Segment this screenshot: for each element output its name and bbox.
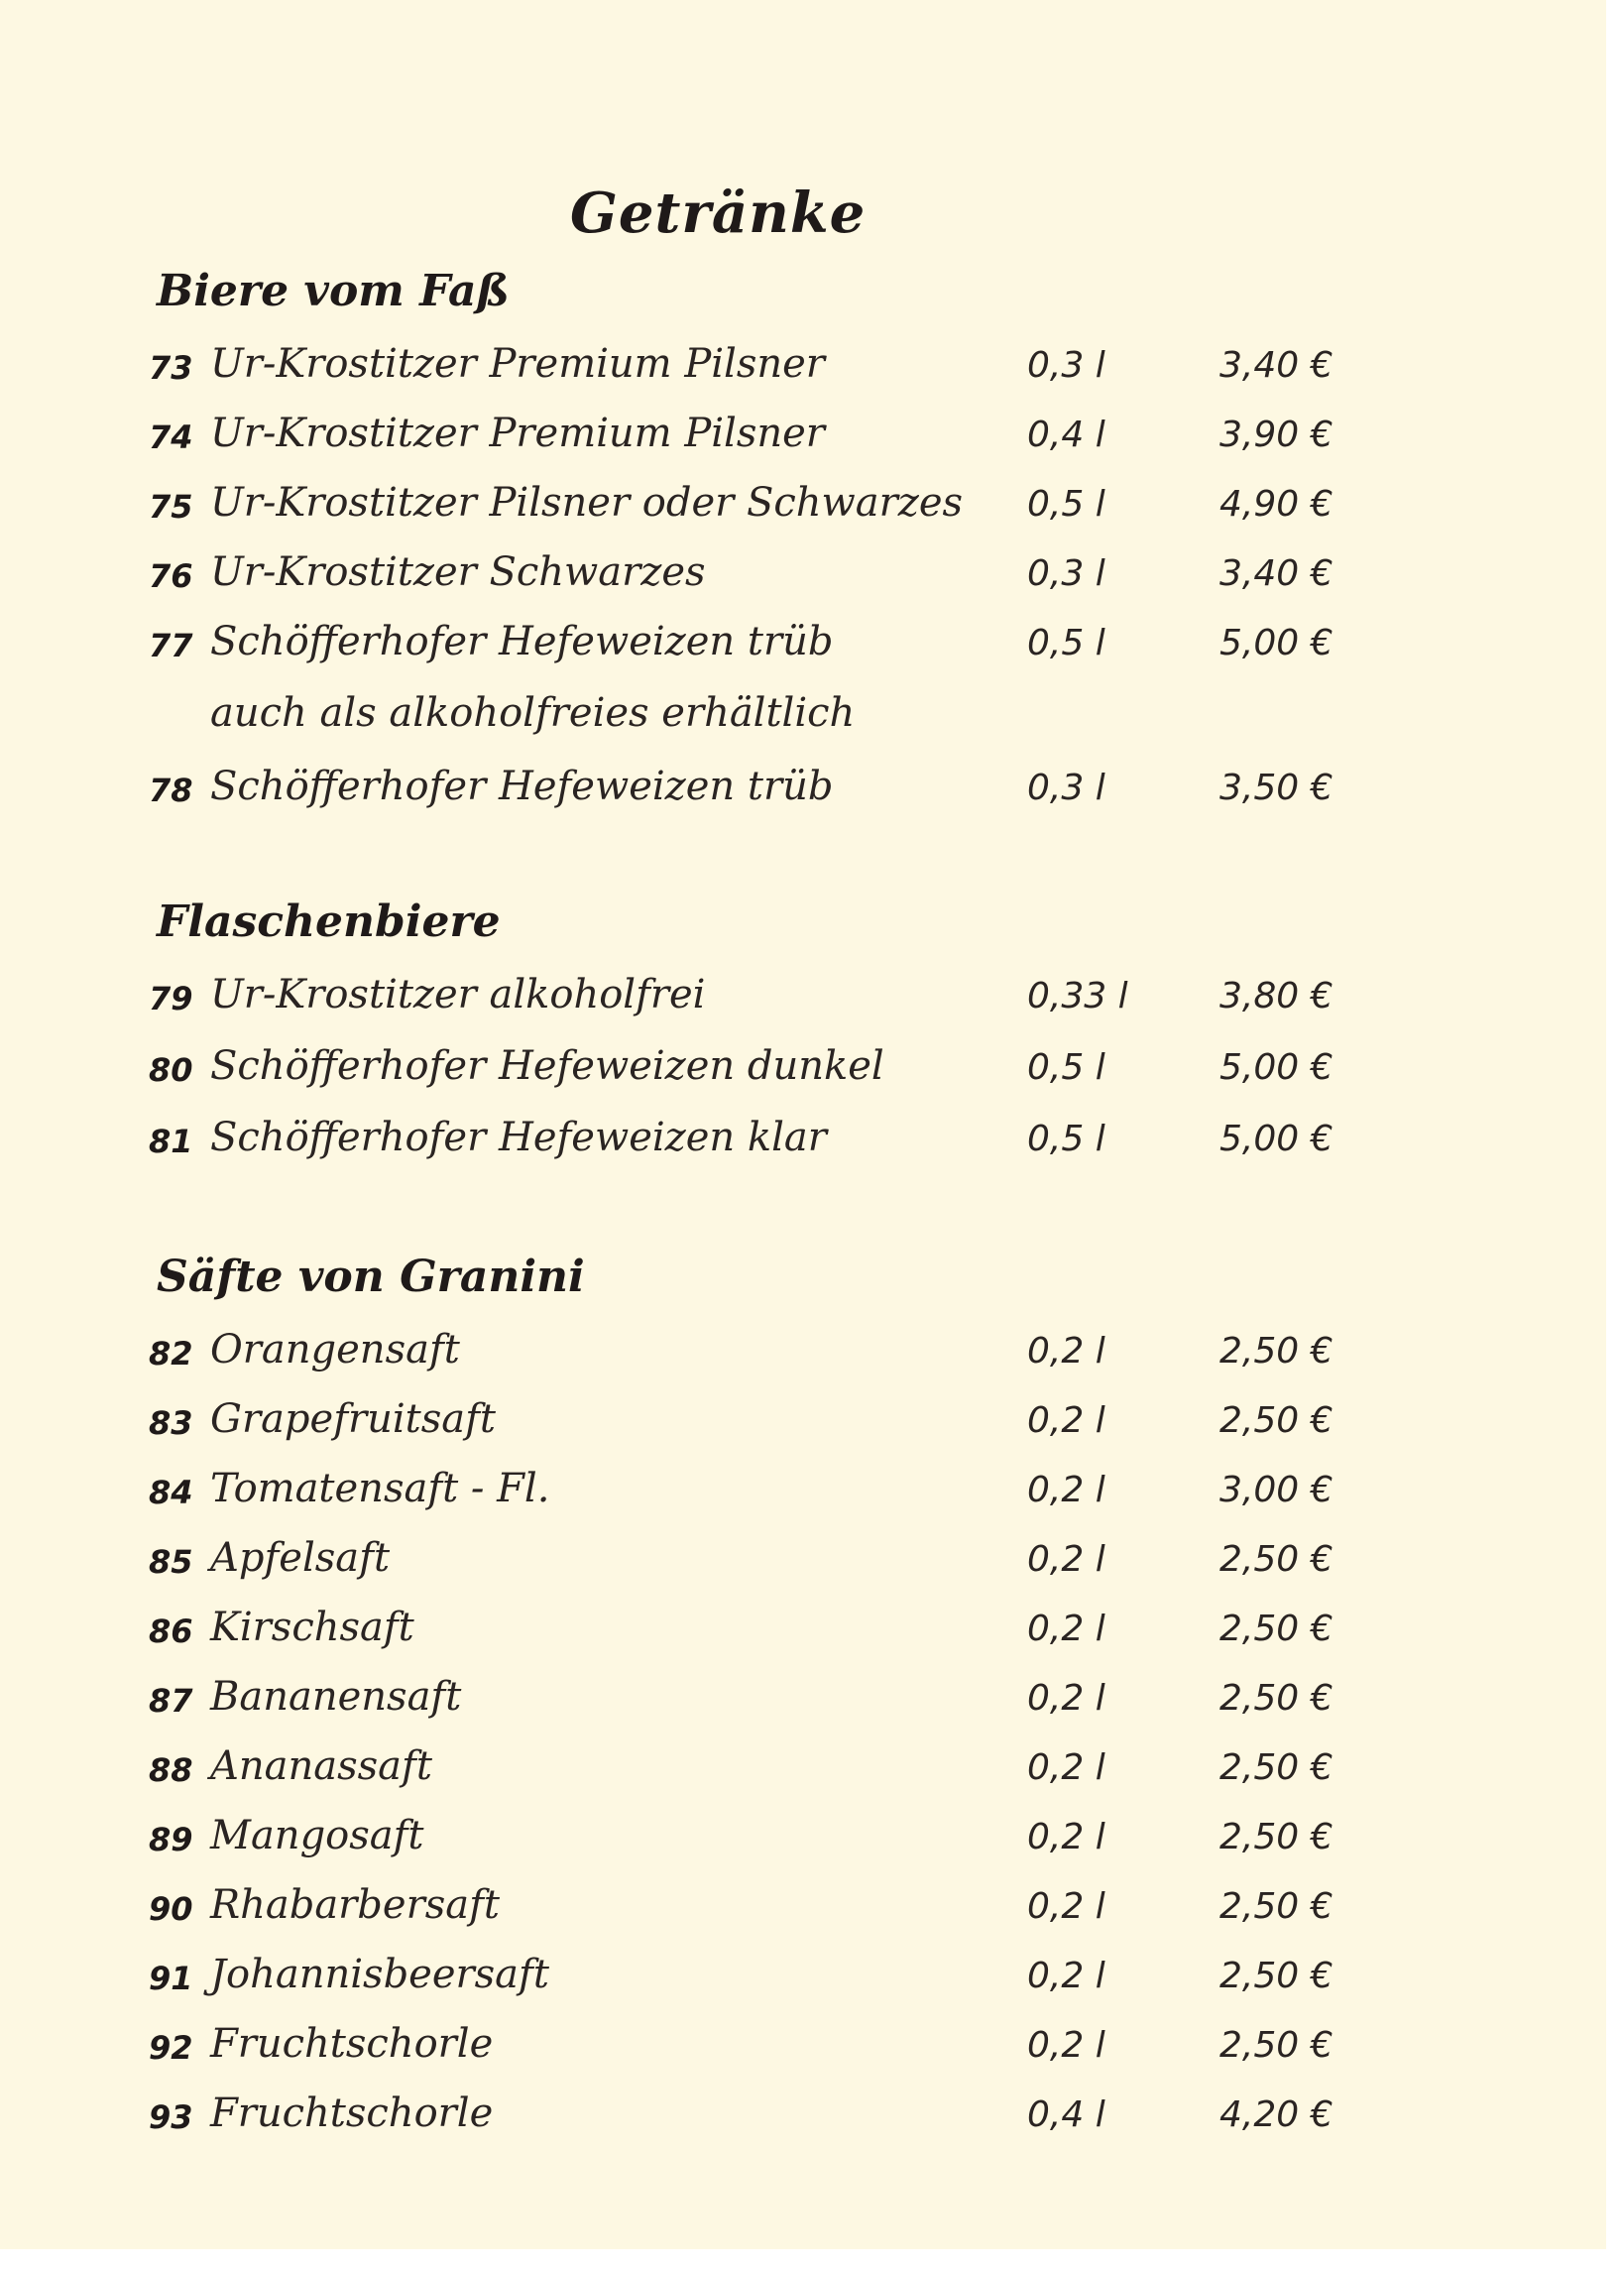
menu-item xyxy=(0,1813,1606,1872)
item-volume: 0,2 l xyxy=(1027,1817,1105,1857)
item-name: Ur-Krostitzer Premium Pilsner xyxy=(210,411,825,456)
item-price: 3,90 € xyxy=(1219,415,1334,455)
menu-item xyxy=(0,1396,1606,1456)
item-number: 75 xyxy=(149,488,193,526)
menu-item xyxy=(0,1466,1606,1525)
item-volume: 0,2 l xyxy=(1027,1609,1105,1649)
item-price: 2,50 € xyxy=(1219,2025,1334,2066)
item-price: 3,80 € xyxy=(1219,976,1334,1016)
item-volume: 0,3 l xyxy=(1027,768,1105,808)
item-price: 3,50 € xyxy=(1219,768,1334,808)
menu-item xyxy=(0,549,1606,609)
item-price: 3,00 € xyxy=(1219,1470,1334,1510)
item-volume: 0,2 l xyxy=(1027,1470,1105,1510)
item-volume: 0,2 l xyxy=(1027,2025,1105,2066)
menu-item xyxy=(0,619,1606,678)
item-number: 89 xyxy=(149,1821,193,1858)
item-number: 78 xyxy=(149,772,193,809)
item-number: 88 xyxy=(149,1751,193,1789)
item-name: Fruchtschorle xyxy=(210,2091,494,2136)
item-price: 2,50 € xyxy=(1219,1331,1334,1372)
item-name: Kirschsaft xyxy=(210,1605,414,1650)
item-volume: 0,2 l xyxy=(1027,1678,1105,1719)
item-price: 5,00 € xyxy=(1219,1047,1334,1088)
menu-item xyxy=(0,1882,1606,1942)
item-volume: 0,5 l xyxy=(1027,623,1105,663)
item-name: Mangosaft xyxy=(210,1813,424,1858)
item-name: Ur-Krostitzer Pilsner oder Schwarzes xyxy=(210,480,964,526)
item-name: Ananassaft xyxy=(210,1743,432,1789)
item-number: 73 xyxy=(149,349,193,387)
section-heading-flaschenbiere: Flaschenbiere xyxy=(157,896,501,947)
item-number: 82 xyxy=(149,1335,193,1373)
item-volume: 0,2 l xyxy=(1027,1886,1105,1927)
item-number: 87 xyxy=(149,1682,193,1720)
item-price: 4,90 € xyxy=(1219,484,1334,525)
section-heading-fassbiere: Biere vom Faß xyxy=(157,266,510,316)
item-number: 81 xyxy=(149,1123,193,1160)
item-volume: 0,5 l xyxy=(1027,484,1105,525)
item-price: 3,40 € xyxy=(1219,553,1334,594)
item-volume: 0,5 l xyxy=(1027,1047,1105,1088)
item-volume: 0,2 l xyxy=(1027,1539,1105,1580)
item-price: 2,50 € xyxy=(1219,1678,1334,1719)
item-name: Tomatensaft - Fl. xyxy=(210,1466,550,1511)
item-number: 92 xyxy=(149,2029,193,2067)
item-volume: 0,2 l xyxy=(1027,1747,1105,1788)
item-name: Fruchtschorle xyxy=(210,2021,494,2067)
menu-item xyxy=(0,411,1606,470)
item-number: 93 xyxy=(149,2098,193,2136)
item-number: 86 xyxy=(149,1613,193,1650)
item-number: 90 xyxy=(149,1890,193,1928)
item-name: Orangensaft xyxy=(210,1327,460,1373)
menu-item xyxy=(0,1952,1606,2011)
menu-item xyxy=(0,1674,1606,1733)
item-note: auch als alkoholfreies erhältlich xyxy=(210,690,856,736)
item-volume: 0,3 l xyxy=(1027,345,1105,386)
item-name: Rhabarbersaft xyxy=(210,1882,500,1928)
item-name: Ur-Krostitzer Schwarzes xyxy=(210,549,706,595)
item-number: 79 xyxy=(149,980,193,1017)
item-price: 2,50 € xyxy=(1219,1609,1334,1649)
item-name: Johannisbeersaft xyxy=(210,1952,549,1997)
item-number: 77 xyxy=(149,627,193,664)
item-name: Schöfferhofer Hefeweizen dunkel xyxy=(210,1043,884,1089)
menu-item xyxy=(0,480,1606,539)
item-number: 74 xyxy=(149,418,193,456)
item-volume: 0,4 l xyxy=(1027,2094,1105,2135)
item-name: Schöfferhofer Hefeweizen trüb xyxy=(210,764,834,809)
menu-item xyxy=(0,1535,1606,1595)
item-name: Schöfferhofer Hefeweizen trüb xyxy=(210,619,834,664)
item-price: 5,00 € xyxy=(1219,623,1334,663)
item-volume: 0,5 l xyxy=(1027,1119,1105,1159)
item-number: 83 xyxy=(149,1404,193,1442)
item-volume: 0,2 l xyxy=(1027,1331,1105,1372)
item-name: Grapefruitsaft xyxy=(210,1396,497,1442)
menu-item xyxy=(0,1743,1606,1803)
menu-item xyxy=(0,2091,1606,2150)
item-name: Ur-Krostitzer Premium Pilsner xyxy=(210,341,825,387)
item-price: 4,20 € xyxy=(1219,2094,1334,2135)
menu-item xyxy=(0,1605,1606,1664)
item-price: 2,50 € xyxy=(1219,1886,1334,1927)
item-volume: 0,4 l xyxy=(1027,415,1105,455)
item-volume: 0,2 l xyxy=(1027,1956,1105,1996)
item-price: 2,50 € xyxy=(1219,1400,1334,1441)
menu-item xyxy=(0,764,1606,823)
menu-item xyxy=(0,1327,1606,1386)
section-heading-saefte: Säfte von Granini xyxy=(157,1252,585,1302)
item-number: 85 xyxy=(149,1543,193,1581)
item-price: 3,40 € xyxy=(1219,345,1334,386)
item-number: 91 xyxy=(149,1960,193,1997)
item-name: Schöfferhofer Hefeweizen klar xyxy=(210,1115,827,1160)
item-price: 5,00 € xyxy=(1219,1119,1334,1159)
item-volume: 0,2 l xyxy=(1027,1400,1105,1441)
item-name: Ur-Krostitzer alkoholfrei xyxy=(210,972,706,1017)
item-price: 2,50 € xyxy=(1219,1817,1334,1857)
item-price: 2,50 € xyxy=(1219,1747,1334,1788)
item-number: 80 xyxy=(149,1051,193,1089)
item-number: 84 xyxy=(149,1474,193,1511)
item-name: Bananensaft xyxy=(210,1674,462,1720)
item-price: 2,50 € xyxy=(1219,1956,1334,1996)
item-name: Apfelsaft xyxy=(210,1535,391,1581)
item-volume: 0,33 l xyxy=(1027,976,1128,1016)
menu-item xyxy=(0,341,1606,401)
item-volume: 0,3 l xyxy=(1027,553,1105,594)
item-number: 76 xyxy=(149,557,193,595)
item-price: 2,50 € xyxy=(1219,1539,1334,1580)
menu-item xyxy=(0,2021,1606,2081)
menu-item xyxy=(0,1043,1606,1103)
menu-item xyxy=(0,972,1606,1031)
page-title: Getränke xyxy=(570,180,867,246)
menu-item xyxy=(0,1115,1606,1174)
